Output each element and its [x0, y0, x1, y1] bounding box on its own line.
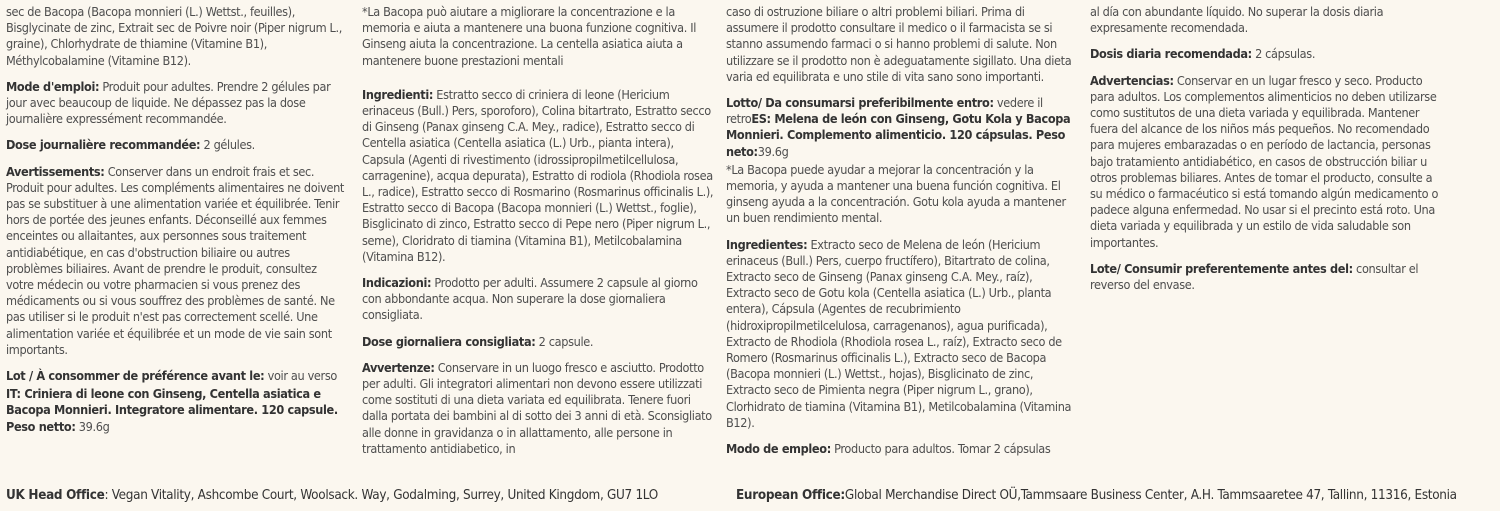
- italian-weight: 39.6g: [75, 418, 110, 434]
- claims-it: *La Bacopa può aiutare a migliorare la concentrazione e la memoria e aiuta a mantenere una buona funzione cognitiva. Il Ginseng aiuta la concentrazione. La centella asiatica aiuta a mantenere buone prestazioni mentali: [362, 4, 697, 68]
- daily-dose-it: [362, 334, 714, 350]
- warnings-text: Conserver dans un endroit frais et sec. Produit pour adultes. Les compléments alimentaires ne doivent pas se substituer à une alimentation variée et équilibrée. Tenir hors de portée des jeunes enfants. Déconseillé aux femmes enceintes ou allaitantes, aux personnes sous traitement antidiabétique, en cas d'obstruction biliaire ou autres problèmes biliaires. Avant de prendre le produit, consultez votre médecin ou votre pharmacien si vous prenez des médicaments ou si vous souffrez des problèmes de santé. Ne pas utiliser si le produit n'est pas correctement scellé. Une alimentation variée et équilibrée et un mode de vie sain sont importants.: [6, 163, 345, 357]
- lot-label: Lot / À consommer de préférence avant le:: [6, 368, 265, 384]
- warnings-it: [362, 360, 714, 457]
- ingredients-label: Ingredientes:: [726, 236, 808, 252]
- directions-text: Produit pour adultes. Prendre 2 gélules par jour avec beaucoup de liquide. Ne dépassez pas la dose journalière expressément recommandée.: [6, 78, 331, 127]
- lot-label: Lotto/ Da consumarsi preferibilmente entro:: [726, 95, 994, 111]
- lot-es: [1090, 261, 1440, 293]
- warnings-continued-it: caso di ostruzione biliare o altri problemi biliari. Prima di assumere il prodotto consultare il medico o il farmacista se si stanno assumendo farmaci o si hanno problemi di salute. Non utilizzare se il prodotto non è adeguatamente sigillato. Una dieta varia ed equilibrata e uno stile di vita sano sono importanti.: [726, 4, 1072, 84]
- spanish-title-text: ES: Melena de león con Ginseng, Gotu Kola y Bacopa Monnieri. Complemento alimenticio. 120 cápsulas. Peso neto:: [726, 111, 1071, 159]
- eu-office-address: [736, 488, 1457, 503]
- directions-label: Indicazioni:: [362, 275, 432, 291]
- directions-continued-es: al día con abundante líquido. No superar la dosis diaria expresamente recomendada.: [1090, 4, 1384, 36]
- warnings-es: [1090, 73, 1440, 251]
- warnings-fr: [6, 164, 346, 358]
- ingredients-es: [726, 237, 1076, 431]
- directions-fr: [6, 79, 346, 128]
- ingredients-it: [362, 87, 714, 265]
- label-column-spanish-continued: [1090, 4, 1440, 303]
- ingredients-label: Ingredienti:: [362, 86, 434, 102]
- warnings-text: Conservar en un lugar fresco y seco. Producto para adultos. Los complementos alimenticios no deben utilizarse como sustitutos de una dieta variada y equilibrada. Mantener fuera del alcance de los niños más pequeños. No recomendado para mujeres embarazadas o en período de lactancia, personas bajo tratamiento antidiabético, en casos de obstrucción biliar u otros problemas biliares. Antes de tomar el producto, consulte a su médico o farmacéutico si está tomando algún medicamento o padece alguna enfermedad. No usar si el precinto está roto. Una dieta variada y equilibrada y un estilo de vida saludable son importantes.: [1090, 72, 1439, 250]
- daily-dose-text: 2 cápsulas.: [1251, 46, 1316, 62]
- directions-text: Producto para adultos. Tomar 2 cápsulas: [830, 441, 1051, 457]
- ingredients-text: Estratto secco di criniera di leone (Hericium erinaceus (Bull.) Pers, sporoforo), Colina bitartrato, Estratto secco di Ginseng (Panax ginseng C.A. Mey., radice), Estratto secco di Centella asiatica (Centella asiatica (L.) Urb., pianta intera), Capsula (Agenti di rivestimento (idrossipropilmetilcellulosa, carragenine), acqua depurata), Estratto di rodiola (Rhodiola rosea L., radice), Estratto secco di Rosmarino (Rosmarinus officinalis L.), Estratto secco di Bacopa (Bacopa monnieri (L.) Wettst., foglie), Bisglicinato di zinco, Estratto secco di Pepe nero (Piper nigrum L., seme), Cloridrato di tiamina (Vitamina B1), Metilcobalamina (Vitamina B12).: [362, 86, 714, 264]
- directions-text: Prodotto per adulti. Assumere 2 capsule al giorno con abbondante acqua. Non superare la dose giornaliera consigliata.: [362, 275, 698, 323]
- directions-it: [362, 275, 714, 324]
- spanish-weight: 39.6g: [757, 143, 789, 159]
- daily-dose-label: Dose giornaliera consigliata:: [362, 333, 536, 349]
- eu-office-text: Global Merchandise Direct OÜ,Tammsaare Business Center, A.H. Tammsaaretee 47, Tallinn, 11316, Estonia: [844, 488, 1457, 503]
- daily-dose-es: [1090, 46, 1440, 62]
- daily-dose-text: 2 gélules.: [200, 137, 255, 153]
- uk-office-text: : Vegan Vitality, Ashcombe Court, Woolsack. Way, Godalming, Surrey, United Kingdom, GU7 1LO: [104, 488, 658, 503]
- lot-text: voir au verso: [264, 368, 337, 384]
- lot-text: consultar el reverso del envase.: [1090, 260, 1419, 293]
- eu-office-label: European Office:: [736, 488, 845, 503]
- label-column-italian: [362, 4, 714, 467]
- lot-fr: [6, 368, 346, 384]
- claims-es: *La Bacopa puede ayudar a mejorar la concentración y la memoria, y ayuda a mantener una buena función cognitiva. El ginseng ayuda a la concentración. Gotu kola ayuda a mantener un buen rendimiento mental.: [726, 161, 1066, 226]
- directions-label: Mode d'emploi:: [6, 78, 100, 94]
- ingredients-text: Extracto seco de Melena de león (Hericium erinaceus (Bull.) Pers, cuerpo fructífero), Bitartrato de colina, Extracto seco de Ginseng (Panax ginseng C.A. Mey., raíz), Extracto seco de Gotu kola (Centella asiatica (L.) Urb., planta entera), Cápsula (Agentes de recubrimiento (hidroxipropilmetilcelulosa, carragenanos), agua purificada), Extracto de Rhodiola (Rhodiola rosea L., raíz), Extracto seco de Romero (Rosmarinus officinalis L.), Extracto seco de Bacopa (Bacopa monnieri (L.) Wettst., hojas), Bisglicinato de zinc, Extracto seco de Pimienta negra (Piper nigrum L., grano), Clorhidrato de tiamina (Vitamina B1), Metilcobalamina (Vitamina B12).: [726, 236, 1072, 430]
- spanish-title: [726, 95, 1076, 160]
- warnings-label: Advertencias:: [1090, 72, 1174, 88]
- daily-dose-fr: [6, 137, 346, 153]
- warnings-text: Conservare in un luogo fresco e asciutto. Prodotto per adulti. Gli integratori alimentari non devono essere utilizzati come sostituti di una dieta variata ed equilibrata. Tenere fuori dalla portata dei bambini al di sotto dei 3 anni di età. Sconsigliato alle donne in gravidanza o in allattamento, alle persone in trattamento antidiabetico, in: [362, 359, 712, 456]
- directions-label: Modo de empleo:: [726, 441, 831, 457]
- daily-dose-label: Dose journalière recommandée:: [6, 137, 201, 153]
- uk-office-address: [6, 488, 658, 503]
- ingredients-continued-fr: sec de Bacopa (Bacopa monnieri (L.) Wettst., feuilles), Bisglycinate de zinc, Extrait sec de Poivre noir (Piper nigrum L., graine), Chlorhydrate de thiamine (Vitamine B1), Méthylcobalamine (Vitamine B12).: [6, 4, 342, 68]
- lot-text: vedere il retro: [726, 95, 1043, 127]
- warnings-label: Avvertenze:: [362, 359, 435, 375]
- italian-title: [6, 386, 346, 435]
- directions-es: [726, 441, 1076, 457]
- label-column-spanish: [726, 4, 1076, 467]
- daily-dose-label: Dosis diaria recomendada:: [1090, 46, 1252, 62]
- label-column-french: [6, 4, 346, 445]
- lot-label: Lote/ Consumir preferentemente antes del:: [1090, 260, 1353, 276]
- warnings-label: Avertissements:: [6, 163, 105, 179]
- italian-title-text: IT: Criniera di leone con Ginseng, Centella asiatica e Bacopa Monnieri. Integratore alimentare. 120 capsule. Peso netto:: [6, 386, 338, 434]
- uk-office-label: UK Head Office: [6, 488, 105, 503]
- daily-dose-text: 2 capsule.: [535, 333, 594, 349]
